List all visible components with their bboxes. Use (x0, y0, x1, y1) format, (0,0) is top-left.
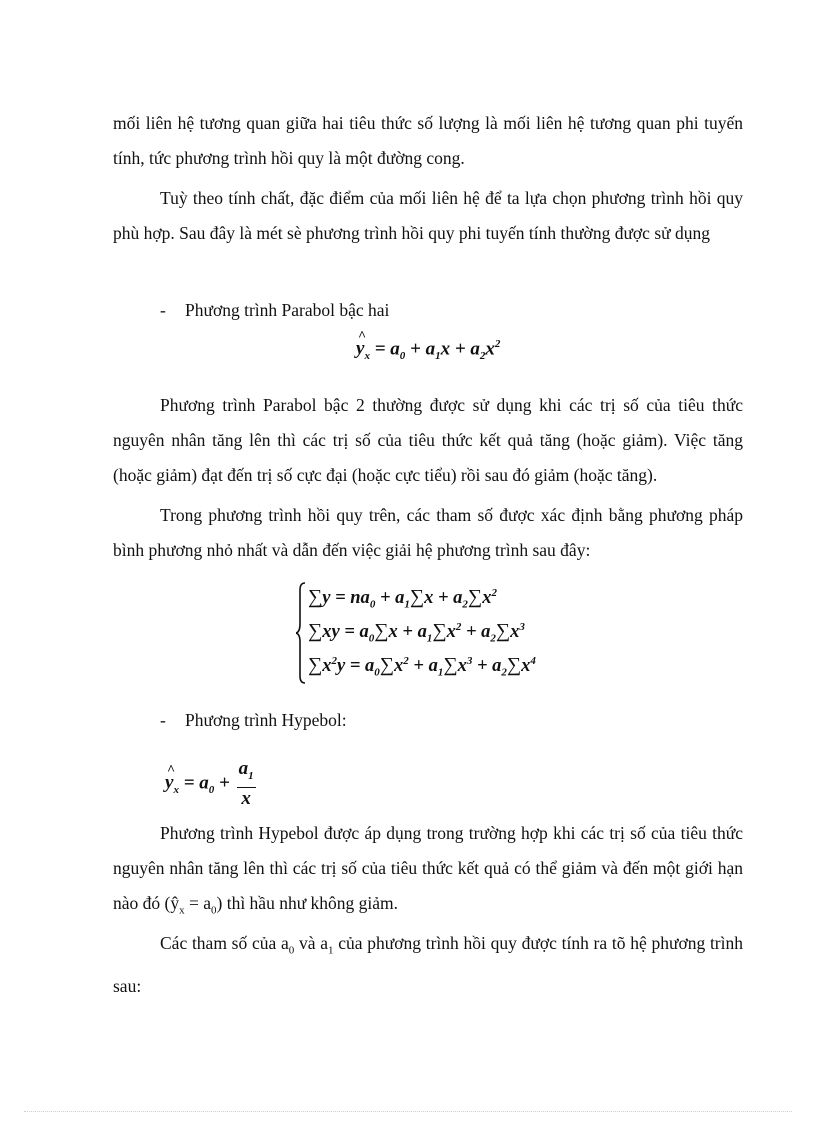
fraction-a1-over-x: $\frac{a_1}{x}$ (238, 758, 254, 809)
subscript: 1 (328, 944, 334, 957)
bullet-hypebol (160, 708, 347, 732)
system-row-1: $\sum y = na_0 + a_1\sum x + a_2\sum x^2$ (308, 586, 497, 611)
bullet-dash: - (160, 300, 166, 320)
subscript: 0 (288, 944, 295, 957)
paragraph-text: mối liên hệ tương quan giữa hai tiêu thức số lượng là mối liên hệ tương quan phi tuyến tính, tức phương trình hồi quy là một đường cong. (113, 113, 743, 168)
system-row-3: $\sum x^2y = a_0\sum x^2 + a_1\sum x^3 + a_2\sum x^4$ (308, 654, 536, 679)
paragraph-hypebol-usage (113, 816, 743, 929)
text-part: Phương trình Hypebol được áp dụng trong trường hợp khi các trị số của tiêu thức nguyên nhân tăng lên thì các trị số của tiêu thức kết quả có thể giảm và đến một giới hạn nào đó (ŷ (113, 823, 743, 913)
text-part: ) thì hầu như không giảm. (216, 893, 399, 913)
text-part: = a (184, 893, 211, 913)
paragraph-parameters (113, 926, 743, 1004)
paragraph-text: Tuỳ theo tính chất, đặc điểm của mối liên hệ để ta lựa chọn phương trình hồi quy phù hợp. Sau đây là mét sè phương trình hồi quy phi tuyến tính thường được sử dụng (113, 188, 743, 243)
paragraph-continuation (113, 106, 743, 176)
paragraph-parabol-usage (113, 388, 743, 493)
paragraph-intro (113, 181, 743, 251)
text-part: của phương trình hồi quy được tính ra tõ hệ phương trình sau: (113, 933, 744, 996)
formula-parabol: ^ $y_x = a_0 + a_1x + a_2x^2$ (356, 338, 500, 362)
left-brace (296, 582, 306, 684)
page-bottom-border (24, 1111, 792, 1112)
subscript: 0 (211, 904, 217, 917)
y-hat: ^ y (165, 772, 173, 794)
paragraph-text: Trong phương trình hồi quy trên, các tham số được xác định bằng phương pháp bình phương nhỏ nhất và dẫn đến việc giải hệ phương trình sau đây: (113, 505, 743, 560)
y-hat: ^ y (356, 338, 364, 360)
paragraph-text: Phương trình Parabol bậc 2 thường được sử dụng khi các trị số của tiêu thức nguyên nhân tăng lên thì các trị số của tiêu thức kết quả tăng (hoặc giảm). Việc tăng (hoặc giảm) đạt đến trị số cực đại (hoặc cực tiểu) rồi sau đó giảm (hoặc tăng). (113, 395, 743, 485)
text-part: Các tham số của a (160, 933, 289, 953)
bullet-label: Phương trình Hypebol: (185, 710, 347, 730)
system-row-2: $\sum xy = a_0\sum x + a_1\sum x^2 + a_2\sum x^3$ (308, 620, 525, 645)
subscript: x (179, 904, 185, 917)
bullet-label: Phương trình Parabol bậc hai (185, 300, 390, 320)
bullet-parabol (160, 298, 389, 322)
formula-hypebol: ^ $y_x = a_0$ + $\frac{a_1}{x}$ (165, 758, 256, 810)
paragraph-least-squares (113, 498, 743, 568)
text-part: và a (294, 933, 329, 953)
bullet-dash: - (160, 710, 166, 730)
